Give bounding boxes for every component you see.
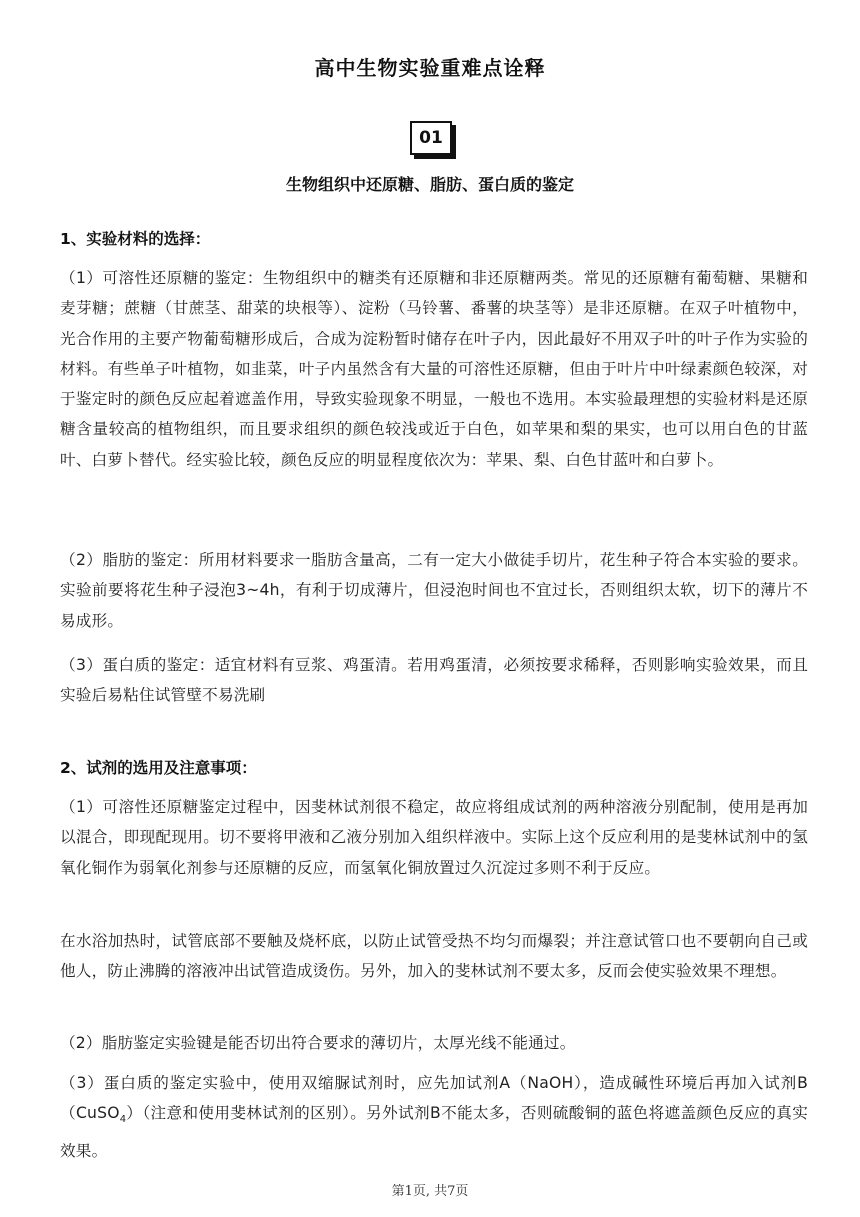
paragraph [60, 545, 808, 636]
paragraph-text: （1）可溶性还原糖鉴定过程中，因斐林试剂很不稳定，故应将组成试剂的两种溶液分别配制，使用是再加以混合，即现配现用。切不要将甲液和乙液分别加入组织样液中。实际上这个反应利用的是斐林试剂中的氢氧化铜作为弱氧化剂参与还原糖的反应，而氢氧化铜放置过久沉淀过多则不利于反应。 [60, 798, 808, 877]
paragraph [60, 926, 808, 987]
paragraph-text: （3）蛋白质的鉴定：适宜材料有豆浆、鸡蛋清。若用鸡蛋清，必须按要求稀释，否则影响实验效果，而且实验后易粘住试管壁不易洗刷 [60, 656, 808, 705]
paragraph [60, 650, 808, 711]
paragraph [60, 792, 808, 883]
section-heading: 1、实验材料的选择： [60, 230, 211, 248]
subscript: 4 [119, 1114, 127, 1126]
paragraph-text: （2）脂肪鉴定实验键是能否切出符合要求的薄切片，太厚光线不能通过。 [60, 1034, 576, 1052]
section-2 [60, 756, 808, 778]
paragraph-text-part: （3）蛋白质的鉴定实验中，使用双缩脲试剂时，应先加试剂A（NaOH），造成碱性环境后再加入试剂B（CuSO [60, 1074, 808, 1123]
paragraph [60, 1028, 808, 1058]
page-subtitle: 生物组织中还原糖、脂肪、蛋白质的鉴定 [285, 175, 574, 194]
page-title: 高中生物实验重难点诠释 [314, 56, 546, 80]
paragraph-text: （2）脂肪的鉴定：所用材料要求一脂肪含量高，二有一定大小做徒手切片，花生种子符合本实验的要求。实验前要将花生种子浸泡3~4h，有利于切成薄片，但浸泡时间也不宜过长，否则组织太软，切下的薄片不易成形。 [60, 551, 808, 630]
paragraph-text: 在水浴加热时，试管底部不要触及烧杯底，以防止试管受热不均匀而爆裂；并注意试管口也不要朝向自己或他人，防止沸腾的溶液冲出试管造成烫伤。另外，加入的斐林试剂不要太多，反而会使实验效果不理想。 [60, 932, 808, 981]
page-indicator: 第1页, 共7页 [391, 1184, 469, 1199]
paragraph-text: （1）可溶性还原糖的鉴定：生物组织中的糖类有还原糖和非还原糖两类。常见的还原糖有葡萄糖、果糖和麦芽糖；蔗糖（甘蔗茎、甜菜的块根等）、淀粉（马铃薯、番薯的块茎等）是非还原糖。在双子叶植物中，光合作用的主要产物葡萄糖形成后，合成为淀粉暂时储存在叶子内，因此最好不用双子叶的叶子作为实验的材料。有些单子叶植物，如韭菜，叶子内虽然含有大量的可溶性还原糖，但由于叶片中叶绿素颜色较深，对于鉴定时的颜色反应起着遮盖作用，导致实验现象不明显，一般也不选用。本实验最理想的实验材料是还原糖含量较高的植物组织，而且要求组织的颜色较浅或近于白色，如苹果和梨的果实，也可以用白色的甘蓝叶、白萝卜替代。经实验比较，颜色反应的明显程度依次为：苹果、梨、白色甘蓝叶和白萝卜。 [60, 269, 808, 469]
paragraph-text [60, 1068, 808, 1166]
paragraph [60, 263, 808, 475]
paragraph [60, 1068, 808, 1166]
paragraph-text-part: ）（注意和使用斐林试剂的区别）。另外试剂B不能太多，否则硫酸铜的蓝色将遮盖颜色反应的真实效果。 [60, 1104, 808, 1160]
section-1 [60, 227, 808, 249]
section-number-badge: 01 [410, 121, 452, 155]
section-heading: 2、试剂的选用及注意事项： [60, 759, 257, 777]
